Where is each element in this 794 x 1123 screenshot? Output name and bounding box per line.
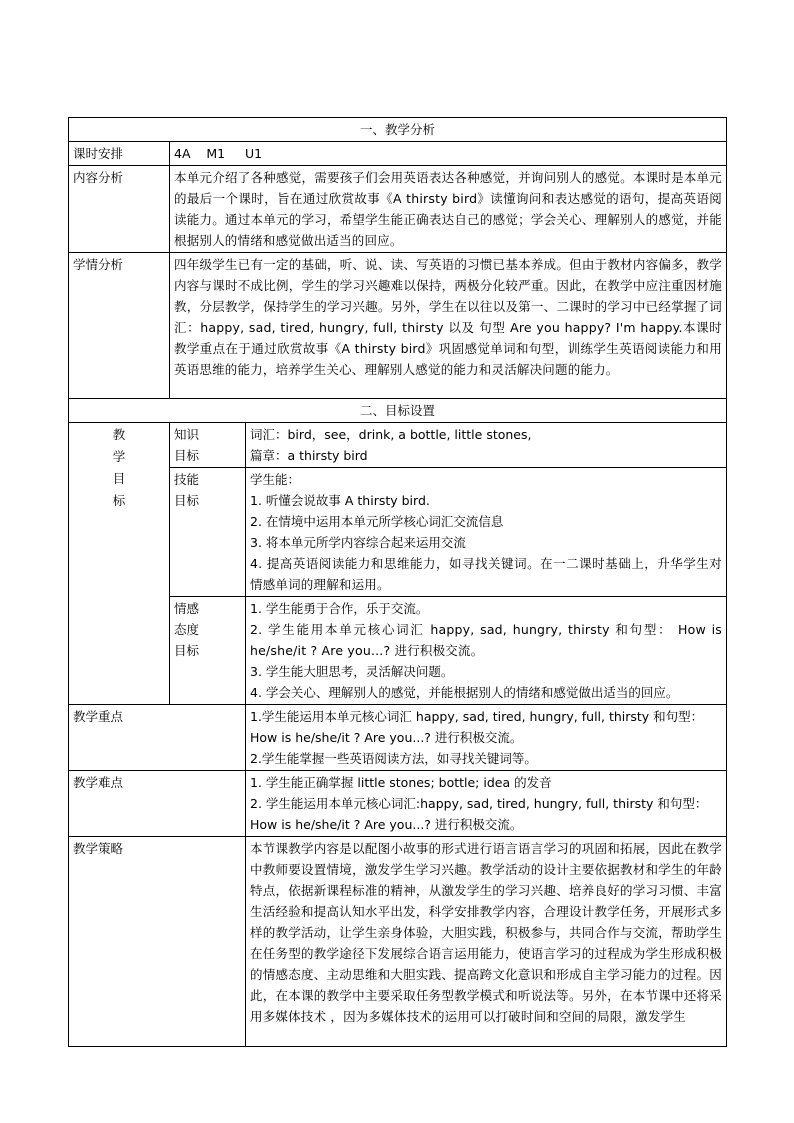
lesson-plan-table bbox=[68, 117, 727, 1047]
emotion-goal-label: 情感 态度 目标 bbox=[170, 597, 246, 705]
key-points-content: 1.学生能运用本单元核心词汇 happy, sad, tired, hungry, full, thirsty 和句型：How is he/she/it ? Are you...? 进行积极交流。 2.学生能掌握一些英语阅读方法，如寻找关键词等。 bbox=[246, 705, 727, 771]
strategy-content: 本节课教学内容是以配图小故事的形式进行语言语言学习的巩固和拓展，因此在教学中教师要设置情境，激发学生学习兴趣。教学活动的设计主要依据教材和学生的年龄特点，依据新课程标准的精神，从激发学生的学习兴趣、培养良好的学习习惯、丰富生活经验和提高认知水平出发，科学安排教学内容，合理设计教学任务，开展形式多样的教学活动，让学生亲身体验，大胆实践，积极参与，共同合作与交流，帮助学生在任务型的教学途径下发展综合语言运用能力，使语言学习的过程成为学生形成积极的情感态度、主动思维和大胆实践、提高跨文化意识和形成自主学习能力的过程。因此，在本课的教学中主要采取任务型教学模式和听说法等。另外，在本节课中还将采用多媒体技术 ，因为多媒体技术的运用可以打破时间和空间的局限，激发学生 bbox=[246, 837, 727, 1047]
skill-goal-content: 学生能： 1. 听懂会说故事 A thirsty bird. 2. 在情境中运用本单元所学核心词汇交流信息 3. 将本单元所学内容综合起来运用交流 4. 提高英语阅读能力和思维能力，如寻找关键词。在一二课时基础上，升华学生对情感单词的理解和运用。 bbox=[246, 468, 727, 597]
key-points-label: 教学重点 bbox=[69, 705, 246, 771]
knowledge-goal-content: 词汇：bird，see，drink, a bottle, little stones, 篇章：a thirsty bird bbox=[246, 423, 727, 468]
content-analysis-text: 本单元介绍了各种感觉，需要孩子们会用英语表达各种感觉，并询问别人的感觉。本课时是本单元的最后一个课时，旨在通过欣赏故事《A thirsty bird》读懂询问和表达感觉的语句，提高英语阅读能力。通过本单元的学习，希望学生能正确表达自己的感觉；学会关心、理解别人的感觉，并能根据别人的情绪和感觉做出适当的回应。 bbox=[170, 166, 727, 253]
difficulties-label: 教学难点 bbox=[69, 771, 246, 837]
schedule-value: 4A M1 U1 bbox=[170, 142, 727, 166]
schedule-label: 课时安排 bbox=[69, 142, 170, 166]
difficulties-content: 1. 学生能正确掌握 little stones; bottle; idea 的发音 2. 学生能运用本单元核心词汇:happy, sad, tired, hungry, full, thirsty 和句型：How is he/she/it ? Are you...? 进行积极交流。 bbox=[246, 771, 727, 837]
skill-goal-label: 技能 目标 bbox=[170, 468, 246, 597]
knowledge-goal-label: 知识 目标 bbox=[170, 423, 246, 468]
student-analysis-label: 学情分析 bbox=[69, 253, 170, 399]
teaching-goals-label: 教 学 目 标 bbox=[69, 423, 170, 705]
content-analysis-label: 内容分析 bbox=[69, 166, 170, 253]
emotion-goal-content: 1. 学生能勇于合作，乐于交流。 2. 学生能用本单元核心词汇 happy, sad, hungry, thirsty 和句型： How is he/she/it ? Are you...? 进行积极交流。 3. 学生能大胆思考，灵活解决问题。 4. 学会关心、理解别人的感觉，并能根据别人的情绪和感觉做出适当的回应。 bbox=[246, 597, 727, 705]
section-title-analysis: 一、教学分析 bbox=[69, 118, 727, 142]
strategy-label: 教学策略 bbox=[69, 837, 246, 1047]
section-title-goals: 二、目标设置 bbox=[69, 399, 727, 423]
student-analysis-text: 四年级学生已有一定的基础，听、说、读、写英语的习惯已基本养成。但由于教材内容偏多，教学内容与课时不成比例，学生的学习兴趣难以保持，两极分化较严重。因此，在教学中应注重因材施教，分层教学，保持学生的学习兴趣。另外，学生在以往以及第一、二课时的学习中已经掌握了词汇：happy, sad, tired, hungry, full, thirsty 以及 句型 Are you happy? I'm happy.本课时教学重点在于通过欣赏故事《A thirsty bird》巩固感觉单词和句型，训练学生英语阅读能力和用英语思维的能力，培养学生关心、理解别人感觉的能力和灵活解决问题的能力。 bbox=[170, 253, 727, 399]
